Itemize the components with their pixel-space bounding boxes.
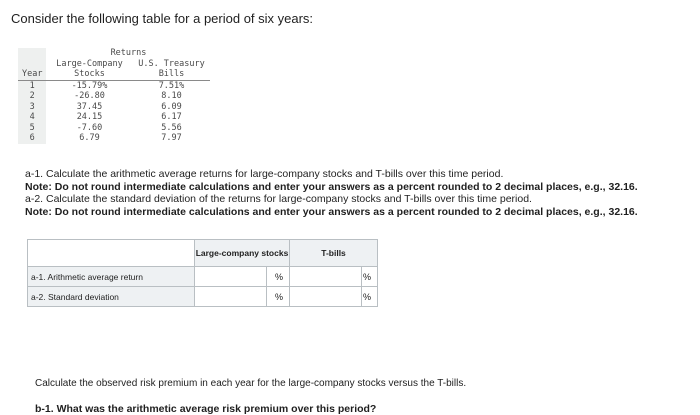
percent-unit: % — [274, 291, 283, 302]
lc-header-line2: Stocks — [46, 69, 132, 80]
table-row: 1 -15.79% 7.51% — [18, 80, 210, 91]
intro-text: Consider the following table for a period of six years: — [11, 11, 314, 26]
returns-table — [18, 48, 210, 144]
lc-stdev-input[interactable] — [195, 287, 290, 307]
answer-row-stdev — [28, 287, 378, 307]
tb-average-field[interactable] — [290, 267, 362, 286]
answer-row-average — [28, 267, 378, 287]
lc-header-line1: Large-Company — [56, 58, 123, 69]
tb-header-line2: Bills — [132, 69, 210, 80]
note-a2: Note: Do not round intermediate calculations and enter your answers as a percent rounded to 2 decimal places, e.g., 32.16. — [25, 205, 638, 218]
risk-premium-instruction: Calculate the observed risk premium in each year for the large-company stocks versus the T-bills. — [35, 378, 467, 389]
tb-header-line1: U.S. Treasury — [138, 58, 205, 69]
percent-unit: % — [274, 271, 283, 282]
tb-column-header: T-bills — [290, 240, 378, 267]
question-block — [25, 168, 695, 218]
question-a1: a-1. Calculate the arithmetic average returns for large-company stocks and T-bills over this time period. — [25, 168, 504, 180]
answer-table — [27, 239, 378, 307]
answer-table-corner — [28, 240, 195, 267]
tb-average-input[interactable] — [290, 267, 378, 287]
table-row: 2 -26.80 8.10 — [18, 91, 210, 102]
table-row: 4 24.15 6.17 — [18, 112, 210, 123]
tb-stdev-field[interactable] — [290, 287, 362, 306]
question-a2: a-2. Calculate the standard deviation of the returns for large-company stocks and T-bills over this time period. — [25, 193, 532, 205]
table-row: 6 6.79 7.97 — [18, 133, 210, 144]
question-b1: b-1. What was the arithmetic average risk premium over this period? — [35, 403, 377, 415]
returns-group-header: Returns — [110, 48, 147, 58]
percent-unit: % — [362, 291, 371, 302]
tb-stdev-input[interactable] — [290, 287, 378, 307]
percent-unit: % — [362, 271, 371, 282]
lc-average-input[interactable] — [195, 267, 290, 287]
table-row: 5 -7.60 5.56 — [18, 123, 210, 134]
note-a1: Note: Do not round intermediate calculations and enter your answers as a percent rounded to 2 decimal places, e.g., 32.16. — [25, 180, 638, 193]
row-label-stdev: a-2. Standard deviation — [28, 287, 195, 307]
year-header: Year — [18, 69, 46, 80]
table-row: 3 37.45 6.09 — [18, 102, 210, 113]
lc-column-header: Large-company stocks — [195, 240, 290, 267]
lc-average-field[interactable] — [195, 267, 267, 286]
row-label-average: a-1. Arithmetic average return — [28, 267, 195, 287]
lc-stdev-field[interactable] — [195, 287, 267, 306]
